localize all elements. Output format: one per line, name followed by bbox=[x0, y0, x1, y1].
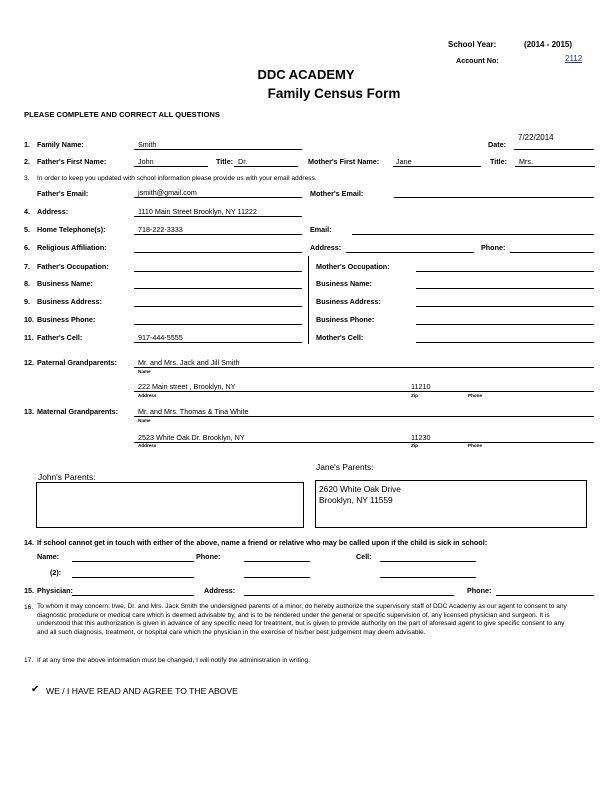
home-telephone-label: Home Telephone(s): bbox=[37, 225, 106, 234]
maternal-zip-input[interactable]: 11230 bbox=[411, 433, 431, 442]
address-label: Address: bbox=[37, 207, 69, 216]
father-cell-label: Father's Cell: bbox=[37, 333, 83, 342]
father-first-name-label: Father's First Name: bbox=[37, 157, 107, 166]
mother-cell-label: Mother's Cell: bbox=[316, 333, 364, 342]
row-number: 13. bbox=[24, 407, 34, 416]
paternal-name-sublabel: Name bbox=[138, 369, 151, 374]
email-label: Email: bbox=[310, 225, 332, 234]
emergency-cell-label: Cell: bbox=[356, 552, 372, 561]
father-first-name-input[interactable]: John bbox=[138, 157, 154, 166]
jane-parents-field[interactable] bbox=[315, 480, 587, 528]
paternal-phone-sublabel: Phone bbox=[468, 393, 483, 398]
paternal-grandparents-label: Paternal Grandparents: bbox=[37, 358, 117, 367]
maternal-phone-sublabel: Phone bbox=[468, 443, 483, 448]
mother-business-address-label: Business Address: bbox=[316, 297, 381, 306]
religious-address-label: Address: bbox=[310, 243, 342, 252]
form-title: DDC ACADEMY bbox=[257, 67, 355, 82]
row-number: 2. bbox=[24, 157, 30, 166]
father-title-label: Title: bbox=[216, 157, 234, 166]
row-number: 3. bbox=[24, 175, 30, 182]
john-parents-label: John's Parents: bbox=[38, 472, 96, 482]
address-input[interactable]: 1110 Main Street Brooklyn, NY 11222 bbox=[138, 207, 257, 216]
jane-parents-line1: 2620 White Oak Drive bbox=[319, 484, 401, 494]
jane-parents-line2: Brooklyn, NY 11559 bbox=[319, 495, 393, 505]
father-email-input[interactable]: jsmith@gmail.com bbox=[138, 188, 197, 197]
row-number: 15. bbox=[24, 586, 34, 595]
account-number-link[interactable]: 2112 bbox=[565, 54, 583, 63]
email-instruction: In order to keep you updated with school information please provide us with your email address. bbox=[37, 175, 317, 182]
physician-address-label: Address: bbox=[204, 586, 236, 595]
emergency-cell-input[interactable] bbox=[380, 561, 476, 562]
physician-input[interactable] bbox=[72, 595, 194, 596]
father-title-input[interactable]: Dr. bbox=[238, 157, 248, 166]
mother-title-input[interactable]: Mrs. bbox=[519, 157, 533, 166]
paternal-zip-input[interactable]: 11210 bbox=[411, 382, 431, 391]
row-number: 4. bbox=[24, 207, 30, 216]
date-label: Date: bbox=[488, 140, 506, 149]
physician-label: Physician: bbox=[37, 586, 73, 595]
row-number: 6. bbox=[24, 243, 30, 252]
jane-parents-label: Jane's Parents: bbox=[316, 462, 374, 472]
row-number: 8. bbox=[24, 279, 30, 288]
father-business-address-label: Business Address: bbox=[37, 297, 102, 306]
emergency-contact-instruction: If school cannot get in touch with either of the above, name a friend or relative who may be called upon if the child is sick in school: bbox=[37, 538, 488, 547]
row-number: 9. bbox=[24, 297, 30, 306]
home-telephone-input[interactable]: 718-222-3333 bbox=[138, 225, 183, 234]
mother-first-name-label: Mother's First Name: bbox=[308, 157, 380, 166]
row-number: 7. bbox=[24, 262, 30, 271]
physician-address-input[interactable] bbox=[244, 595, 454, 596]
mother-first-name-input[interactable]: Jane bbox=[396, 157, 412, 166]
school-year-label: School Year: bbox=[448, 40, 497, 49]
emergency-name-input[interactable] bbox=[72, 561, 194, 562]
family-name-label: Family Name: bbox=[37, 140, 84, 149]
maternal-address-input[interactable]: 2523 White Oak Dr. Brooklyn, NY bbox=[138, 433, 245, 442]
father-business-phone-label: Business Phone: bbox=[37, 315, 96, 324]
physician-phone-label: Phone: bbox=[467, 586, 492, 595]
john-parents-field[interactable] bbox=[36, 482, 304, 528]
family-name-input[interactable]: Smith bbox=[138, 140, 157, 149]
father-business-name-label: Business Name: bbox=[37, 279, 93, 288]
maternal-address-sublabel: Address bbox=[138, 443, 157, 448]
father-cell-input[interactable]: 917-444-5555 bbox=[138, 333, 183, 342]
paternal-address-input[interactable]: 222 Main street , Brooklyn, NY bbox=[138, 382, 236, 391]
paternal-address-sublabel: Address bbox=[138, 393, 157, 398]
physician-phone-input[interactable] bbox=[496, 595, 594, 596]
account-label: Account No: bbox=[456, 56, 499, 65]
row-number: 11. bbox=[24, 333, 34, 342]
maternal-grandparents-label: Maternal Grandparents: bbox=[37, 407, 119, 416]
row-number: 10. bbox=[24, 315, 34, 324]
father-occupation-label: Father's Occupation: bbox=[37, 262, 109, 271]
emergency-phone-label: Phone: bbox=[196, 552, 221, 561]
maternal-name-sublabel: Name bbox=[138, 418, 151, 423]
emergency-name2-input[interactable] bbox=[72, 577, 194, 578]
checkmark-icon[interactable]: ✔ bbox=[31, 684, 40, 695]
emergency-phone2-input[interactable] bbox=[244, 577, 310, 578]
emergency-cell2-input[interactable] bbox=[380, 577, 476, 578]
religious-affiliation-label: Religious Affiliation: bbox=[37, 243, 107, 252]
medical-authorization-text: To whom it may concern: I/we, Dr. and Mrs. Jack Smith the undersigned parents of a minor, do hereby authorize the supervisory staff of DDC Academy as our agent to consent to any diagnostic procedure or medical care which is deemed advisable by, and is to be rendered under the general or specific supervision of, any licensed physician and surgeon. It is understood that this authorization is given in advance of any specific need for treatment, but is given to provide authority on the part of aforesaid agent to give specific consent to any and all such diagnosis, treatment, or hospital care which the physician in the exercise of his/her best judgement may deem advisable. bbox=[37, 603, 567, 636]
paternal-name-input[interactable]: Mr. and Mrs. Jack and Jill Smith bbox=[138, 358, 240, 367]
school-year-value: (2014 - 2015) bbox=[524, 40, 573, 49]
date-input[interactable]: 7/22/2014 bbox=[518, 133, 554, 142]
mother-title-label: Title: bbox=[490, 157, 508, 166]
mother-business-phone-label: Business Phone: bbox=[316, 315, 375, 324]
row-number: 12. bbox=[24, 358, 34, 367]
emergency-phone-input[interactable] bbox=[244, 561, 310, 562]
emergency-name-label: Name: bbox=[37, 552, 59, 561]
instruction-text: PLEASE COMPLETE AND CORRECT ALL QUESTIONS bbox=[24, 110, 220, 119]
maternal-name-input[interactable]: Mr. and Mrs. Thomas & Tina White bbox=[138, 407, 249, 416]
mother-occupation-label: Mother's Occupation: bbox=[316, 262, 390, 271]
form-subtitle: Family Census Form bbox=[267, 86, 401, 101]
row-number: 14. bbox=[24, 538, 34, 547]
row-number: 17. bbox=[24, 657, 34, 664]
emergency-second-label: (2): bbox=[50, 568, 62, 577]
maternal-zip-sublabel: Zip bbox=[411, 443, 418, 448]
row-number: 1. bbox=[24, 140, 30, 149]
notification-text: If at any time the above information must be changed, I will notify the administration in writing. bbox=[37, 657, 311, 664]
religious-phone-label: Phone: bbox=[481, 243, 506, 252]
agreement-text: WE / I HAVE READ AND AGREE TO THE ABOVE bbox=[46, 686, 238, 696]
paternal-zip-sublabel: Zip bbox=[411, 393, 418, 398]
mother-business-name-label: Business Name: bbox=[316, 279, 372, 288]
father-email-label: Father's Email: bbox=[37, 189, 89, 198]
row-number: 5. bbox=[24, 225, 30, 234]
mother-email-label: Mother's Email: bbox=[310, 189, 364, 198]
row-number: 16. bbox=[24, 604, 34, 611]
